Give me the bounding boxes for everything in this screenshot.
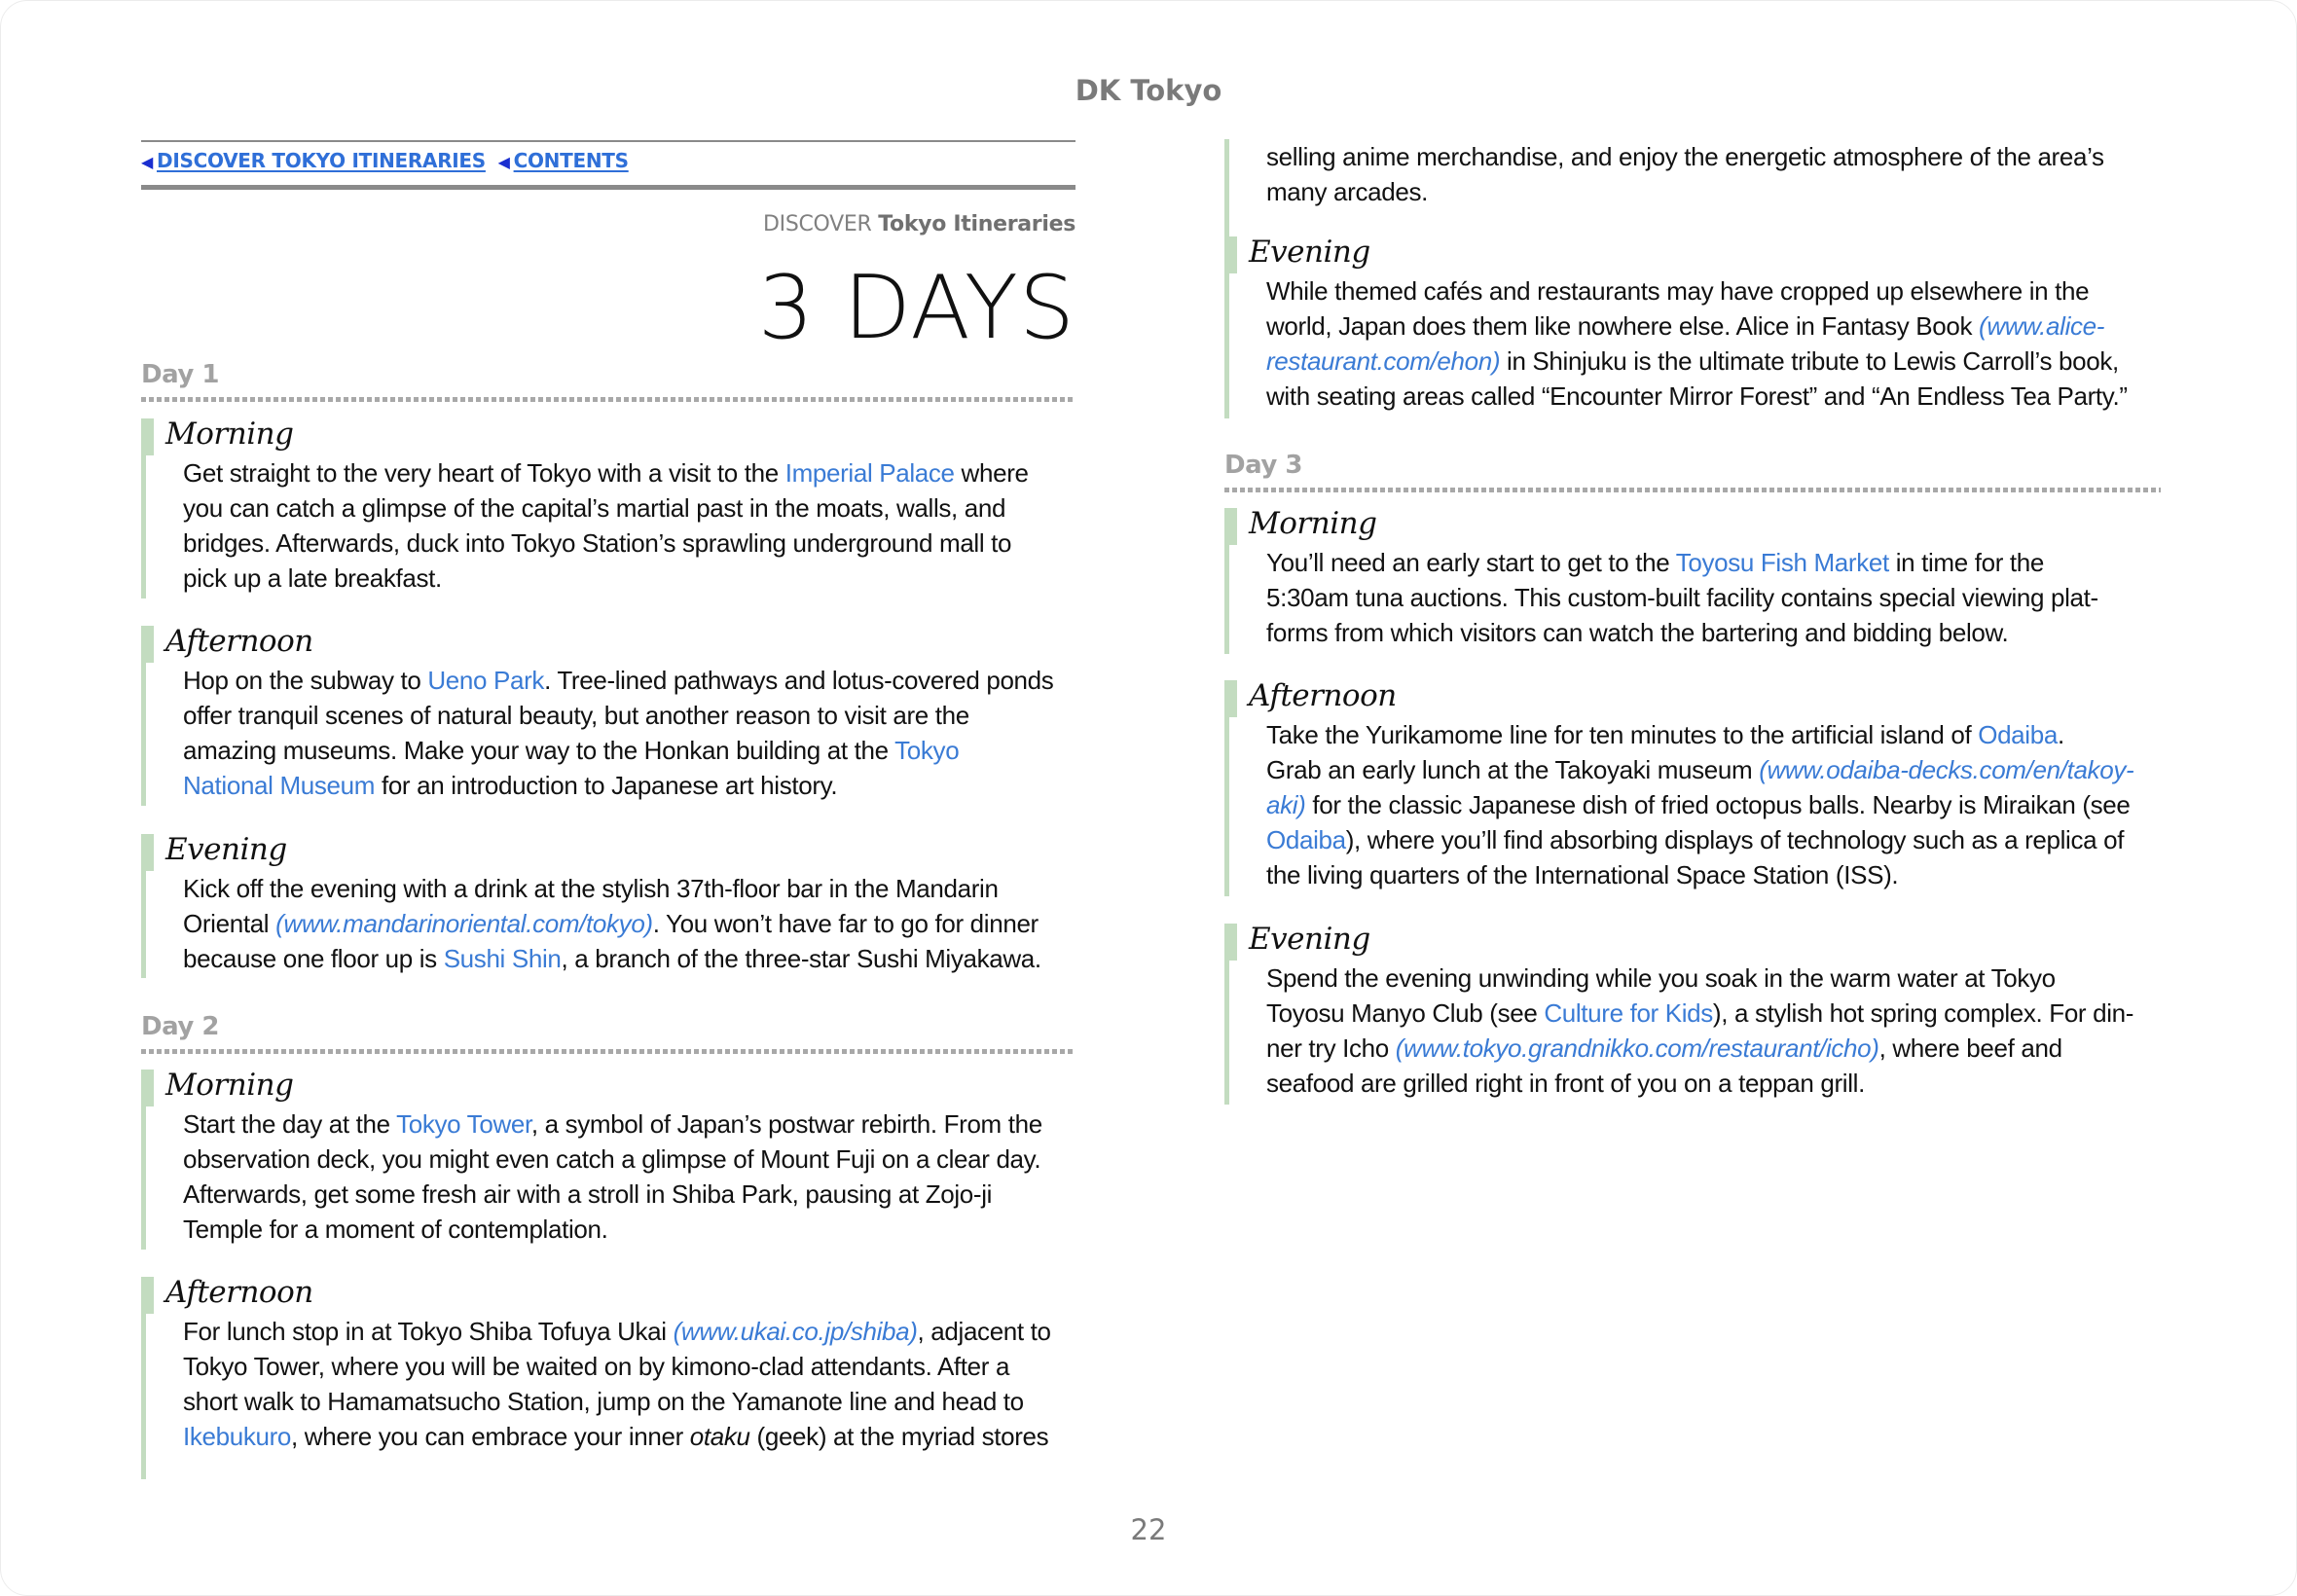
text-run: ), a stylish hot spring complex. For din- — [1712, 998, 2134, 1028]
period-description — [1266, 717, 2133, 892]
text-line — [183, 1314, 1051, 1349]
accent-bar — [1224, 236, 1237, 273]
text-run: selling anime merchandise, and enjoy the energetic atmosphere of the area’s — [1266, 142, 2104, 171]
period-description — [183, 871, 1041, 976]
period-heading: Morning — [165, 1068, 294, 1103]
text-line — [183, 490, 1029, 526]
accent-bar — [1224, 508, 1237, 545]
period-description — [1266, 545, 2098, 650]
period-block — [1224, 236, 2161, 418]
text-run: short walk to Hamamatsucho Station, jump on the Yamanote line and head to — [183, 1387, 1024, 1416]
period-block — [1224, 924, 2161, 1105]
text-line — [1266, 1031, 2133, 1066]
website-link[interactable]: restaurant.com/ehon) — [1266, 346, 1501, 376]
text-run: offer tranquil scenes of natural beauty, but another reason to visit are the — [183, 701, 969, 730]
period-description — [183, 1314, 1051, 1454]
text-run: Toyosu Manyo Club (see — [1266, 998, 1545, 1028]
period-description — [1266, 273, 2128, 414]
text-run: world, Japan does them like nowhere else. Alice in Fantasy Book — [1266, 311, 1980, 341]
text-line — [1266, 961, 2133, 996]
text-line — [183, 1349, 1051, 1384]
text-line — [183, 1212, 1042, 1247]
back-arrow-icon: ◀ — [141, 153, 154, 171]
text-run: 5:30am tuna auctions. This custom-built facility contains special viewing plat- — [1266, 583, 2098, 612]
accent-bar — [141, 1070, 154, 1106]
period-heading: Afternoon — [1249, 678, 1397, 713]
accent-bar — [141, 834, 154, 871]
place-link[interactable]: Culture for Kids — [1544, 998, 1713, 1028]
accent-bar — [1224, 924, 1237, 961]
website-link[interactable]: (www.alice- — [1979, 311, 2105, 341]
period-heading: Morning — [165, 417, 294, 452]
nav-link-discover-tokyo-itineraries[interactable]: DISCOVER TOKYO ITINERARIES — [157, 149, 486, 172]
period-block — [141, 1070, 1076, 1250]
text-line — [183, 561, 1029, 596]
text-run: , where beef and — [1878, 1034, 2062, 1063]
text-line — [1266, 308, 2128, 344]
accent-bar — [1224, 680, 1237, 717]
text-run: Start the day at the — [183, 1109, 397, 1139]
dotted-divider — [141, 1049, 1076, 1054]
text-line — [183, 941, 1041, 976]
text-line — [1266, 139, 2104, 174]
period-block — [141, 1277, 1076, 1479]
place-link[interactable]: Ueno Park — [427, 666, 545, 695]
dotted-divider — [1224, 488, 2161, 492]
text-line — [183, 1177, 1042, 1212]
text-line — [1266, 787, 2133, 822]
accent-bar — [141, 1277, 154, 1314]
text-line — [183, 455, 1029, 490]
period-heading: Evening — [1249, 235, 1370, 270]
text-run: where — [954, 458, 1029, 488]
kicker-title: Tokyo Itineraries — [878, 212, 1076, 236]
text-line — [1266, 717, 2133, 752]
text-line — [1266, 174, 2104, 209]
accent-bar-line — [141, 1314, 146, 1479]
text-line — [1266, 273, 2128, 308]
text-run: Oriental — [183, 909, 276, 938]
period-block — [141, 626, 1076, 806]
dotted-divider — [141, 397, 1076, 402]
period-heading: Evening — [165, 832, 287, 867]
text-run: amazing museums. Make your way to the Honkan building at the — [183, 736, 895, 765]
place-link[interactable]: Tokyo — [894, 736, 960, 765]
page-number: 22 — [1130, 1513, 1167, 1546]
period-heading: Afternoon — [165, 624, 313, 659]
place-link[interactable]: Odaiba — [1266, 825, 1346, 854]
text-run: in Shinjuku is the ultimate tribute to Lewis Carroll’s book, — [1500, 346, 2119, 376]
text-line — [183, 1142, 1042, 1177]
accent-bar-line — [1224, 717, 1229, 896]
day-heading: Day 2 — [141, 1012, 219, 1041]
text-run: ner try Icho — [1266, 1034, 1396, 1063]
text-line — [183, 1419, 1051, 1454]
text-run: forms from which visitors can watch the bartering and bidding below. — [1266, 618, 2009, 647]
nav-link-contents[interactable]: CONTENTS — [513, 149, 629, 172]
text-line — [183, 698, 1053, 733]
period-description — [183, 455, 1029, 596]
text-run: the living quarters of the International Space Station (ISS). — [1266, 860, 1899, 889]
text-run: , where you can embrace your inner — [291, 1422, 690, 1451]
text-run: . Tree-lined pathways and lotus-covered ponds — [544, 666, 1054, 695]
text-run: Spend the evening unwinding while you soak in the warm water at Tokyo — [1266, 963, 2056, 993]
text-run: Temple for a moment of contemplation. — [183, 1215, 608, 1244]
text-run: you can catch a glimpse of the capital’s martial past in the moats, walls, and — [183, 493, 1006, 523]
place-link[interactable]: Sushi Shin — [443, 944, 562, 973]
text-line — [1266, 1066, 2133, 1101]
period-block — [141, 418, 1076, 598]
text-run: observation deck, you might even catch a glimpse of Mount Fuji on a clear day. — [183, 1144, 1041, 1174]
text-line — [1266, 580, 2098, 615]
period-block — [1224, 508, 2161, 654]
text-run: Afterwards, get some fresh air with a stroll in Shiba Park, pausing at Zojo-ji — [183, 1179, 993, 1209]
place-link[interactable]: National Museum — [183, 771, 376, 800]
period-description — [1266, 139, 2104, 209]
text-line — [183, 663, 1053, 698]
accent-bar-line — [141, 871, 146, 978]
back-arrow-icon: ◀ — [497, 153, 510, 171]
text-line — [183, 906, 1041, 941]
text-run: Kick off the evening with a drink at the stylish 37th-floor bar in the Mandarin — [183, 874, 999, 903]
text-line — [1266, 857, 2133, 892]
text-run: bridges. Afterwards, duck into Tokyo Station’s sprawling underground mall to — [183, 528, 1012, 558]
website-link[interactable]: aki) — [1266, 790, 1306, 819]
text-run: because one floor up is — [183, 944, 444, 973]
website-link[interactable]: (www.tokyo.grandnikko.com/restaurant/icho) — [1395, 1034, 1879, 1063]
accent-bar-line — [141, 455, 146, 598]
text-line — [1266, 996, 2133, 1031]
text-line — [183, 1384, 1051, 1419]
place-link[interactable]: Toyosu Fish Market — [1675, 548, 1889, 577]
section-kicker — [141, 212, 1076, 236]
text-run: , adjacent to — [917, 1317, 1051, 1346]
text-run: ), where you’ll find absorbing displays of technology such as a replica of — [1345, 825, 2125, 854]
text-run: You’ll need an early start to get to the — [1266, 548, 1676, 577]
text-line — [1266, 379, 2128, 414]
place-link[interactable]: Odaiba — [1978, 720, 2058, 749]
text-line — [1266, 752, 2133, 787]
period-heading: Evening — [1249, 922, 1370, 957]
period-block — [1224, 680, 2161, 896]
period-block — [141, 834, 1076, 978]
period-description — [183, 663, 1053, 803]
text-line — [183, 1106, 1042, 1142]
accent-bar — [141, 626, 154, 663]
text-run: seafood are grilled right in front of you on a teppan grill. — [1266, 1069, 1865, 1098]
period-description — [1266, 961, 2133, 1101]
text-run: Hop on the subway to — [183, 666, 428, 695]
text-run: Tokyo Tower, where you will be waited on by kimono-clad attendants. After a — [183, 1352, 1010, 1381]
text-run: pick up a late breakfast. — [183, 563, 442, 593]
text-run: For lunch stop in at Tokyo Shiba Tofuya Ukai — [183, 1317, 674, 1346]
text-run: in time for the — [1888, 548, 2044, 577]
book-title: DK Tokyo — [1075, 74, 1222, 107]
text-run: While themed cafés and restaurants may have cropped up elsewhere in the — [1266, 276, 2090, 306]
page-title: 3 DAYS — [757, 257, 1076, 359]
text-line — [183, 871, 1041, 906]
accent-bar — [141, 418, 154, 455]
period-heading: Morning — [1249, 506, 1377, 541]
text-run: many arcades. — [1266, 177, 1428, 206]
period-description — [183, 1106, 1042, 1247]
text-line — [1266, 344, 2128, 379]
text-run: for the classic Japanese dish of fried octopus balls. Nearby is Miraikan (see — [1305, 790, 2131, 819]
text-line — [183, 733, 1053, 768]
text-run: , a symbol of Japan’s postwar rebirth. From the — [530, 1109, 1042, 1139]
text-run: . You won’t have far to go for dinner — [652, 909, 1039, 938]
text-line — [183, 768, 1053, 803]
text-run: (geek) at the myriad stores — [749, 1422, 1049, 1451]
place-link[interactable]: Imperial Palace — [784, 458, 955, 488]
text-run: Get straight to the very heart of Tokyo with a visit to the — [183, 458, 785, 488]
website-link[interactable]: (www.mandarinoriental.com/tokyo) — [275, 909, 653, 938]
accent-bar-line — [1224, 961, 1229, 1105]
place-link[interactable]: Ikebukuro — [183, 1422, 292, 1451]
text-run: Grab an early lunch at the Takoyaki museum — [1266, 755, 1760, 784]
accent-bar-line — [141, 663, 146, 806]
text-line — [1266, 615, 2098, 650]
accent-bar-line — [1224, 545, 1229, 654]
period-heading: Afternoon — [165, 1275, 313, 1310]
text-line — [183, 526, 1029, 561]
breadcrumb-nav — [141, 140, 1076, 190]
accent-bar-line — [1224, 273, 1229, 418]
text-run: , a branch of the three-star Sushi Miyakawa. — [561, 944, 1041, 973]
text-line — [1266, 545, 2098, 580]
text-run: Take the Yurikamome line for ten minutes to the artificial island of — [1266, 720, 1979, 749]
text-line — [1266, 822, 2133, 857]
text-run: for an introduction to Japanese art history. — [375, 771, 838, 800]
text-run: . — [2057, 720, 2064, 749]
emphasis-text: otaku — [689, 1422, 750, 1451]
website-link[interactable]: (www.odaiba-decks.com/en/takoy- — [1759, 755, 2134, 784]
day-heading: Day 1 — [141, 360, 219, 389]
day-heading: Day 3 — [1224, 451, 1302, 480]
website-link[interactable]: (www.ukai.co.jp/shiba) — [673, 1317, 918, 1346]
accent-bar-line — [141, 1106, 146, 1250]
kicker-prefix: DISCOVER — [762, 212, 872, 236]
place-link[interactable]: Tokyo Tower — [396, 1109, 531, 1139]
text-run: with seating areas called “Encounter Mirror Forest” and “An Endless Tea Party.” — [1266, 381, 2128, 411]
